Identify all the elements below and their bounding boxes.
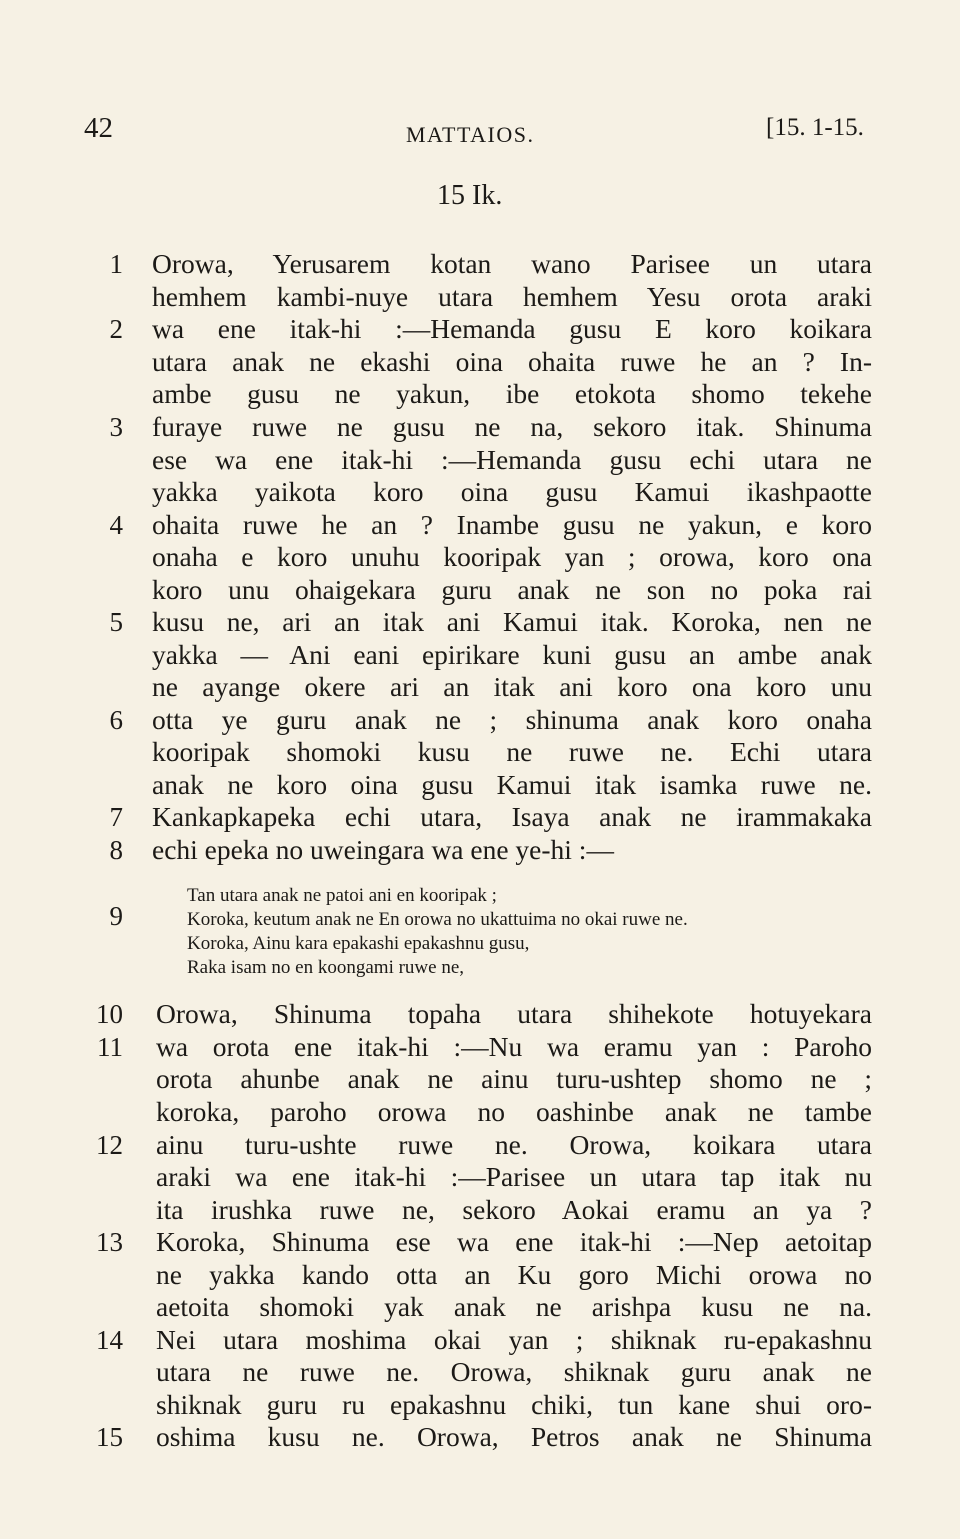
poem-line: Tan utara anak ne patoi ani en kooripak ; xyxy=(187,885,497,906)
text-line: koroka, paroho orowa no oashinbe anak ne tambe xyxy=(156,1096,872,1127)
text-line: Nei utara moshima okai yan ; shiknak ru-epakashnu xyxy=(156,1324,872,1355)
text-line: aetoita shomoki yak anak ne arishpa kusu ne na. xyxy=(156,1291,872,1322)
text-line: wa orota ene itak-hi :—Nu wa eramu yan : Paroho xyxy=(156,1031,872,1062)
text-line: wa ene itak-hi :—Hemanda gusu E koro koikara xyxy=(152,313,872,344)
verse-number: 12 xyxy=(96,1130,123,1160)
verse-number: 10 xyxy=(96,999,123,1029)
poem-line: Raka isam no en koongami ruwe ne, xyxy=(187,957,465,978)
verse-number: 7 xyxy=(109,802,123,832)
verse-number: 2 xyxy=(109,314,123,344)
text-line: Kankapkapeka echi utara, Isaya anak ne irammakaka xyxy=(152,801,872,832)
text-line: araki wa ene itak-hi :—Parisee un utara tap itak nu xyxy=(156,1161,872,1192)
verse-number: 1 xyxy=(109,249,123,279)
text-line: shiknak guru ru epakashnu chiki, tun kane shui oro- xyxy=(156,1389,872,1420)
verse-number: 13 xyxy=(96,1227,123,1257)
text-line: Orowa, Yerusarem kotan wano Parisee un utara xyxy=(152,248,872,279)
text-line: koro unu ohaigekara guru anak ne son no poka rai xyxy=(152,574,872,605)
text-line: Orowa, Shinuma topaha utara shihekote hotuyekara xyxy=(156,998,872,1029)
text-line: anak ne koro oina gusu Kamui itak isamka ruwe ne. xyxy=(152,769,872,800)
text-line: ne yakka kando otta an Ku goro Michi orowa no xyxy=(156,1259,872,1290)
running-title: MATTAIOS. xyxy=(406,122,535,147)
text-line: ambe gusu ne yakun, ibe etokota shomo tekehe xyxy=(152,378,872,409)
text-line: orota ahunbe anak ne ainu turu-ushtep shomo ne ; xyxy=(156,1063,872,1094)
text-line: oshima kusu ne. Orowa, Petros anak ne Shinuma xyxy=(156,1421,872,1452)
text-line: onaha e koro unuhu kooripak yan ; orowa, koro ona xyxy=(152,541,872,572)
verse-number: 3 xyxy=(109,412,123,442)
text-line: echi epeka no uweingara wa ene ye-hi :— xyxy=(152,834,614,865)
verse-number: 15 xyxy=(96,1422,123,1452)
text-line: ita irushka ruwe ne, sekoro Aokai eramu an ya ? xyxy=(156,1194,872,1225)
text-line: hemhem kambi-nuye utara hemhem Yesu orota araki xyxy=(152,281,872,312)
poem-line: Koroka, keutum anak ne En orowa no ukattuima no okai ruwe ne. xyxy=(187,909,688,930)
chapter-reference: [15. 1-15. xyxy=(766,114,864,141)
verse-number: 4 xyxy=(109,510,123,540)
text-line: ohaita ruwe he an ? Inambe gusu ne yakun, e koro xyxy=(152,509,872,540)
text-line: ese wa ene itak-hi :—Hemanda gusu echi utara ne xyxy=(152,444,872,475)
text-line: yakka — Ani eani epirikare kuni gusu an ambe anak xyxy=(152,639,872,670)
text-line: Koroka, Shinuma ese wa ene itak-hi :—Nep aetoitap xyxy=(156,1226,872,1257)
chapter-heading: 15 Ik. xyxy=(437,180,503,211)
text-line: yakka yaikota koro oina gusu Kamui ikashpaotte xyxy=(152,476,872,507)
verse-number: 9 xyxy=(109,901,123,931)
text-line: otta ye guru anak ne ; shinuma anak koro onaha xyxy=(152,704,872,735)
text-line: utara anak ne ekashi oina ohaita ruwe he an ? In- xyxy=(152,346,872,377)
text-line: kusu ne, ari an itak ani Kamui itak. Koroka, nen ne xyxy=(152,606,872,637)
text-line: kooripak shomoki kusu ne ruwe ne. Echi utara xyxy=(152,736,872,767)
text-line: utara ne ruwe ne. Orowa, shiknak guru anak ne xyxy=(156,1356,872,1387)
verse-number: 11 xyxy=(97,1032,123,1062)
text-line: furaye ruwe ne gusu ne na, sekoro itak. Shinuma xyxy=(152,411,872,442)
text-line: ainu turu-ushte ruwe ne. Orowa, koikara utara xyxy=(156,1129,872,1160)
verse-number: 14 xyxy=(96,1325,123,1355)
page-number: 42 xyxy=(84,112,113,144)
text-line: ne ayange okere ari an itak ani koro ona koro unu xyxy=(152,671,872,702)
verse-number: 8 xyxy=(109,835,123,865)
poem-line: Koroka, Ainu kara epakashi epakashnu gusu, xyxy=(187,933,530,954)
verse-number: 5 xyxy=(109,607,123,637)
verse-number: 6 xyxy=(109,705,123,735)
